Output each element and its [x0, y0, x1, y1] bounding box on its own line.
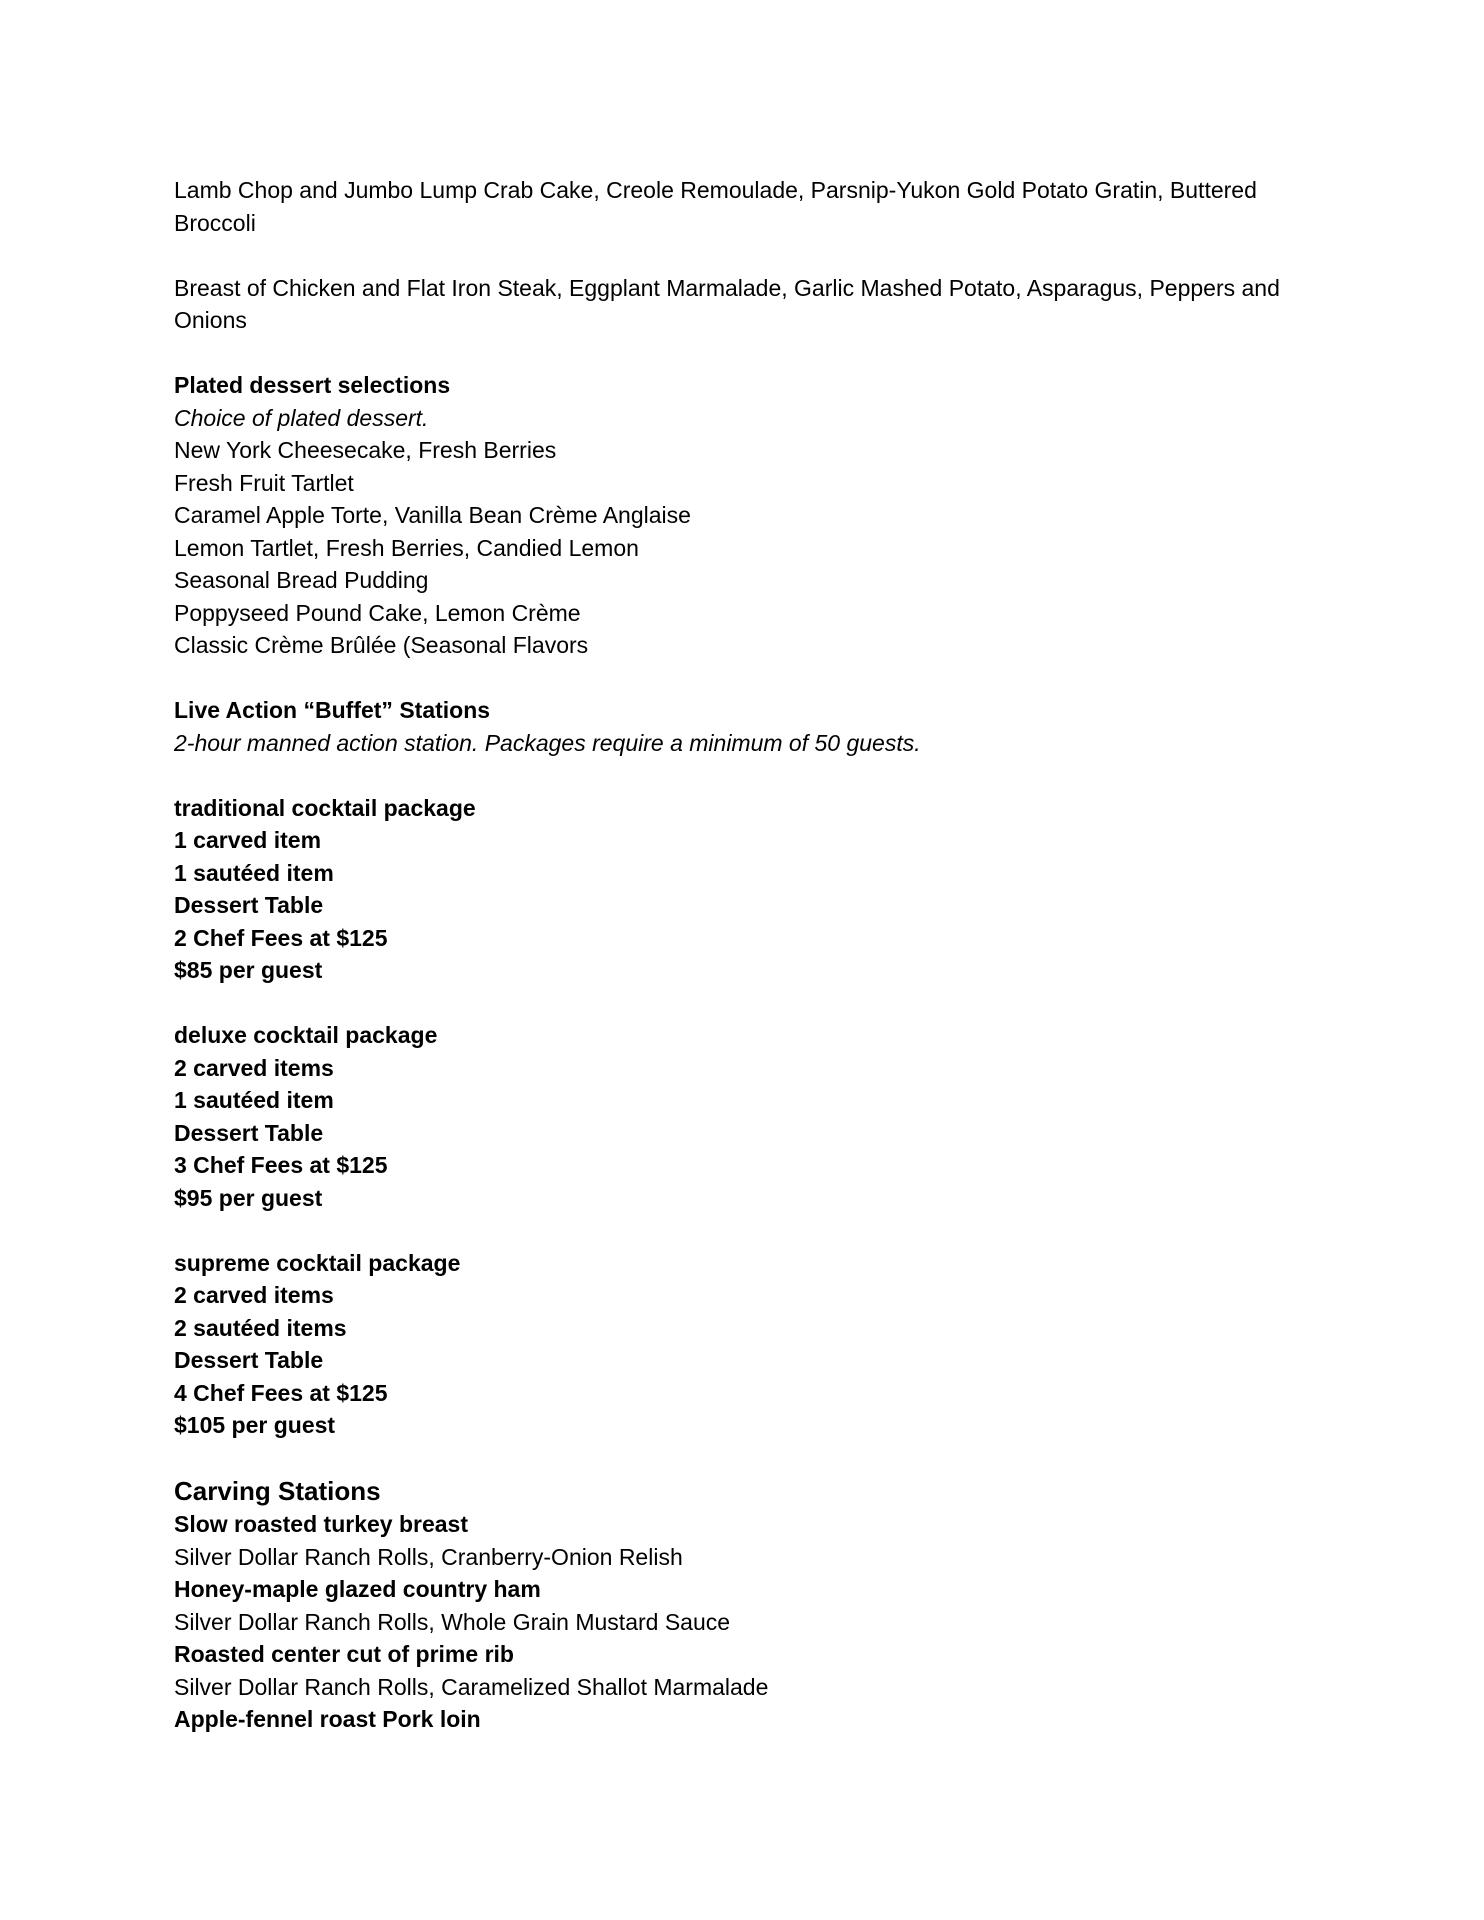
dessert-heading: Plated dessert selections: [174, 372, 451, 398]
package-deluxe: [174, 1019, 1314, 1214]
package-name: deluxe cocktail package: [174, 1022, 438, 1048]
package-line: Dessert Table: [174, 1347, 324, 1373]
entree-option: Breast of Chicken and Flat Iron Steak, Eggplant Marmalade, Garlic Mashed Potato, Asparagus, Peppers and Onions: [174, 274, 1280, 333]
package-line: Dessert Table: [174, 1119, 324, 1146]
package-line: 3 Chef Fees at $125: [174, 1152, 388, 1178]
carving-item-name: Slow roasted turkey breast: [174, 1511, 468, 1537]
dessert-item: Poppyseed Pound Cake, Lemon Crème: [174, 599, 581, 626]
entree-option: Lamb Chop and Jumbo Lump Crab Cake, Creole Remoulade, Parsnip-Yukon Gold Potato Gratin, Buttered Broccoli: [174, 177, 1257, 236]
package-price: $85 per guest: [174, 957, 323, 983]
stations-heading: Live Action “Buffet” Stations: [174, 697, 491, 723]
carving-item-name: Apple-fennel roast Pork loin: [174, 1706, 481, 1732]
dessert-item: Lemon Tartlet, Fresh Berries, Candied Lemon: [174, 534, 639, 561]
carving-item-name: Honey-maple glazed country ham: [174, 1576, 541, 1602]
dessert-item: Seasonal Bread Pudding: [174, 567, 429, 593]
stations-note: 2-hour manned action station. Packages require a minimum of 50 guests.: [174, 729, 921, 756]
carving-item-desc: Silver Dollar Ranch Rolls, Whole Grain Mustard Sauce: [174, 1608, 731, 1635]
package-line: 1 carved item: [174, 827, 322, 853]
package-line: 1 sautéed item: [174, 1087, 334, 1113]
package-line: 1 sautéed item: [174, 859, 334, 886]
carving-heading: Carving Stations: [174, 1476, 381, 1506]
carving-item-name: Roasted center cut of prime rib: [174, 1641, 514, 1667]
dessert-note: Choice of plated dessert.: [174, 404, 429, 431]
package-name: supreme cocktail package: [174, 1249, 461, 1276]
document-body: [174, 174, 1314, 1736]
package-line: Dessert Table: [174, 892, 324, 918]
package-line: 2 carved items: [174, 1282, 334, 1308]
dessert-item: Fresh Fruit Tartlet: [174, 469, 354, 496]
dessert-item: New York Cheesecake, Fresh Berries: [174, 437, 557, 463]
package-supreme: [174, 1247, 1314, 1442]
package-name: traditional cocktail package: [174, 794, 476, 821]
package-price: $95 per guest: [174, 1184, 323, 1211]
dessert-item: Caramel Apple Torte, Vanilla Bean Crème Anglaise: [174, 502, 691, 528]
carving-item-desc: Silver Dollar Ranch Rolls, Caramelized Shallot Marmalade: [174, 1673, 769, 1700]
dessert-item: Classic Crème Brûlée (Seasonal Flavors: [174, 632, 589, 658]
package-line: 4 Chef Fees at $125: [174, 1379, 388, 1406]
package-price: $105 per guest: [174, 1412, 336, 1438]
carving-item-desc: Silver Dollar Ranch Rolls, Cranberry-Onion Relish: [174, 1543, 683, 1570]
package-traditional: [174, 792, 1314, 987]
package-line: 2 sautéed items: [174, 1314, 347, 1341]
package-line: 2 carved items: [174, 1054, 334, 1081]
package-line: 2 Chef Fees at $125: [174, 924, 388, 951]
